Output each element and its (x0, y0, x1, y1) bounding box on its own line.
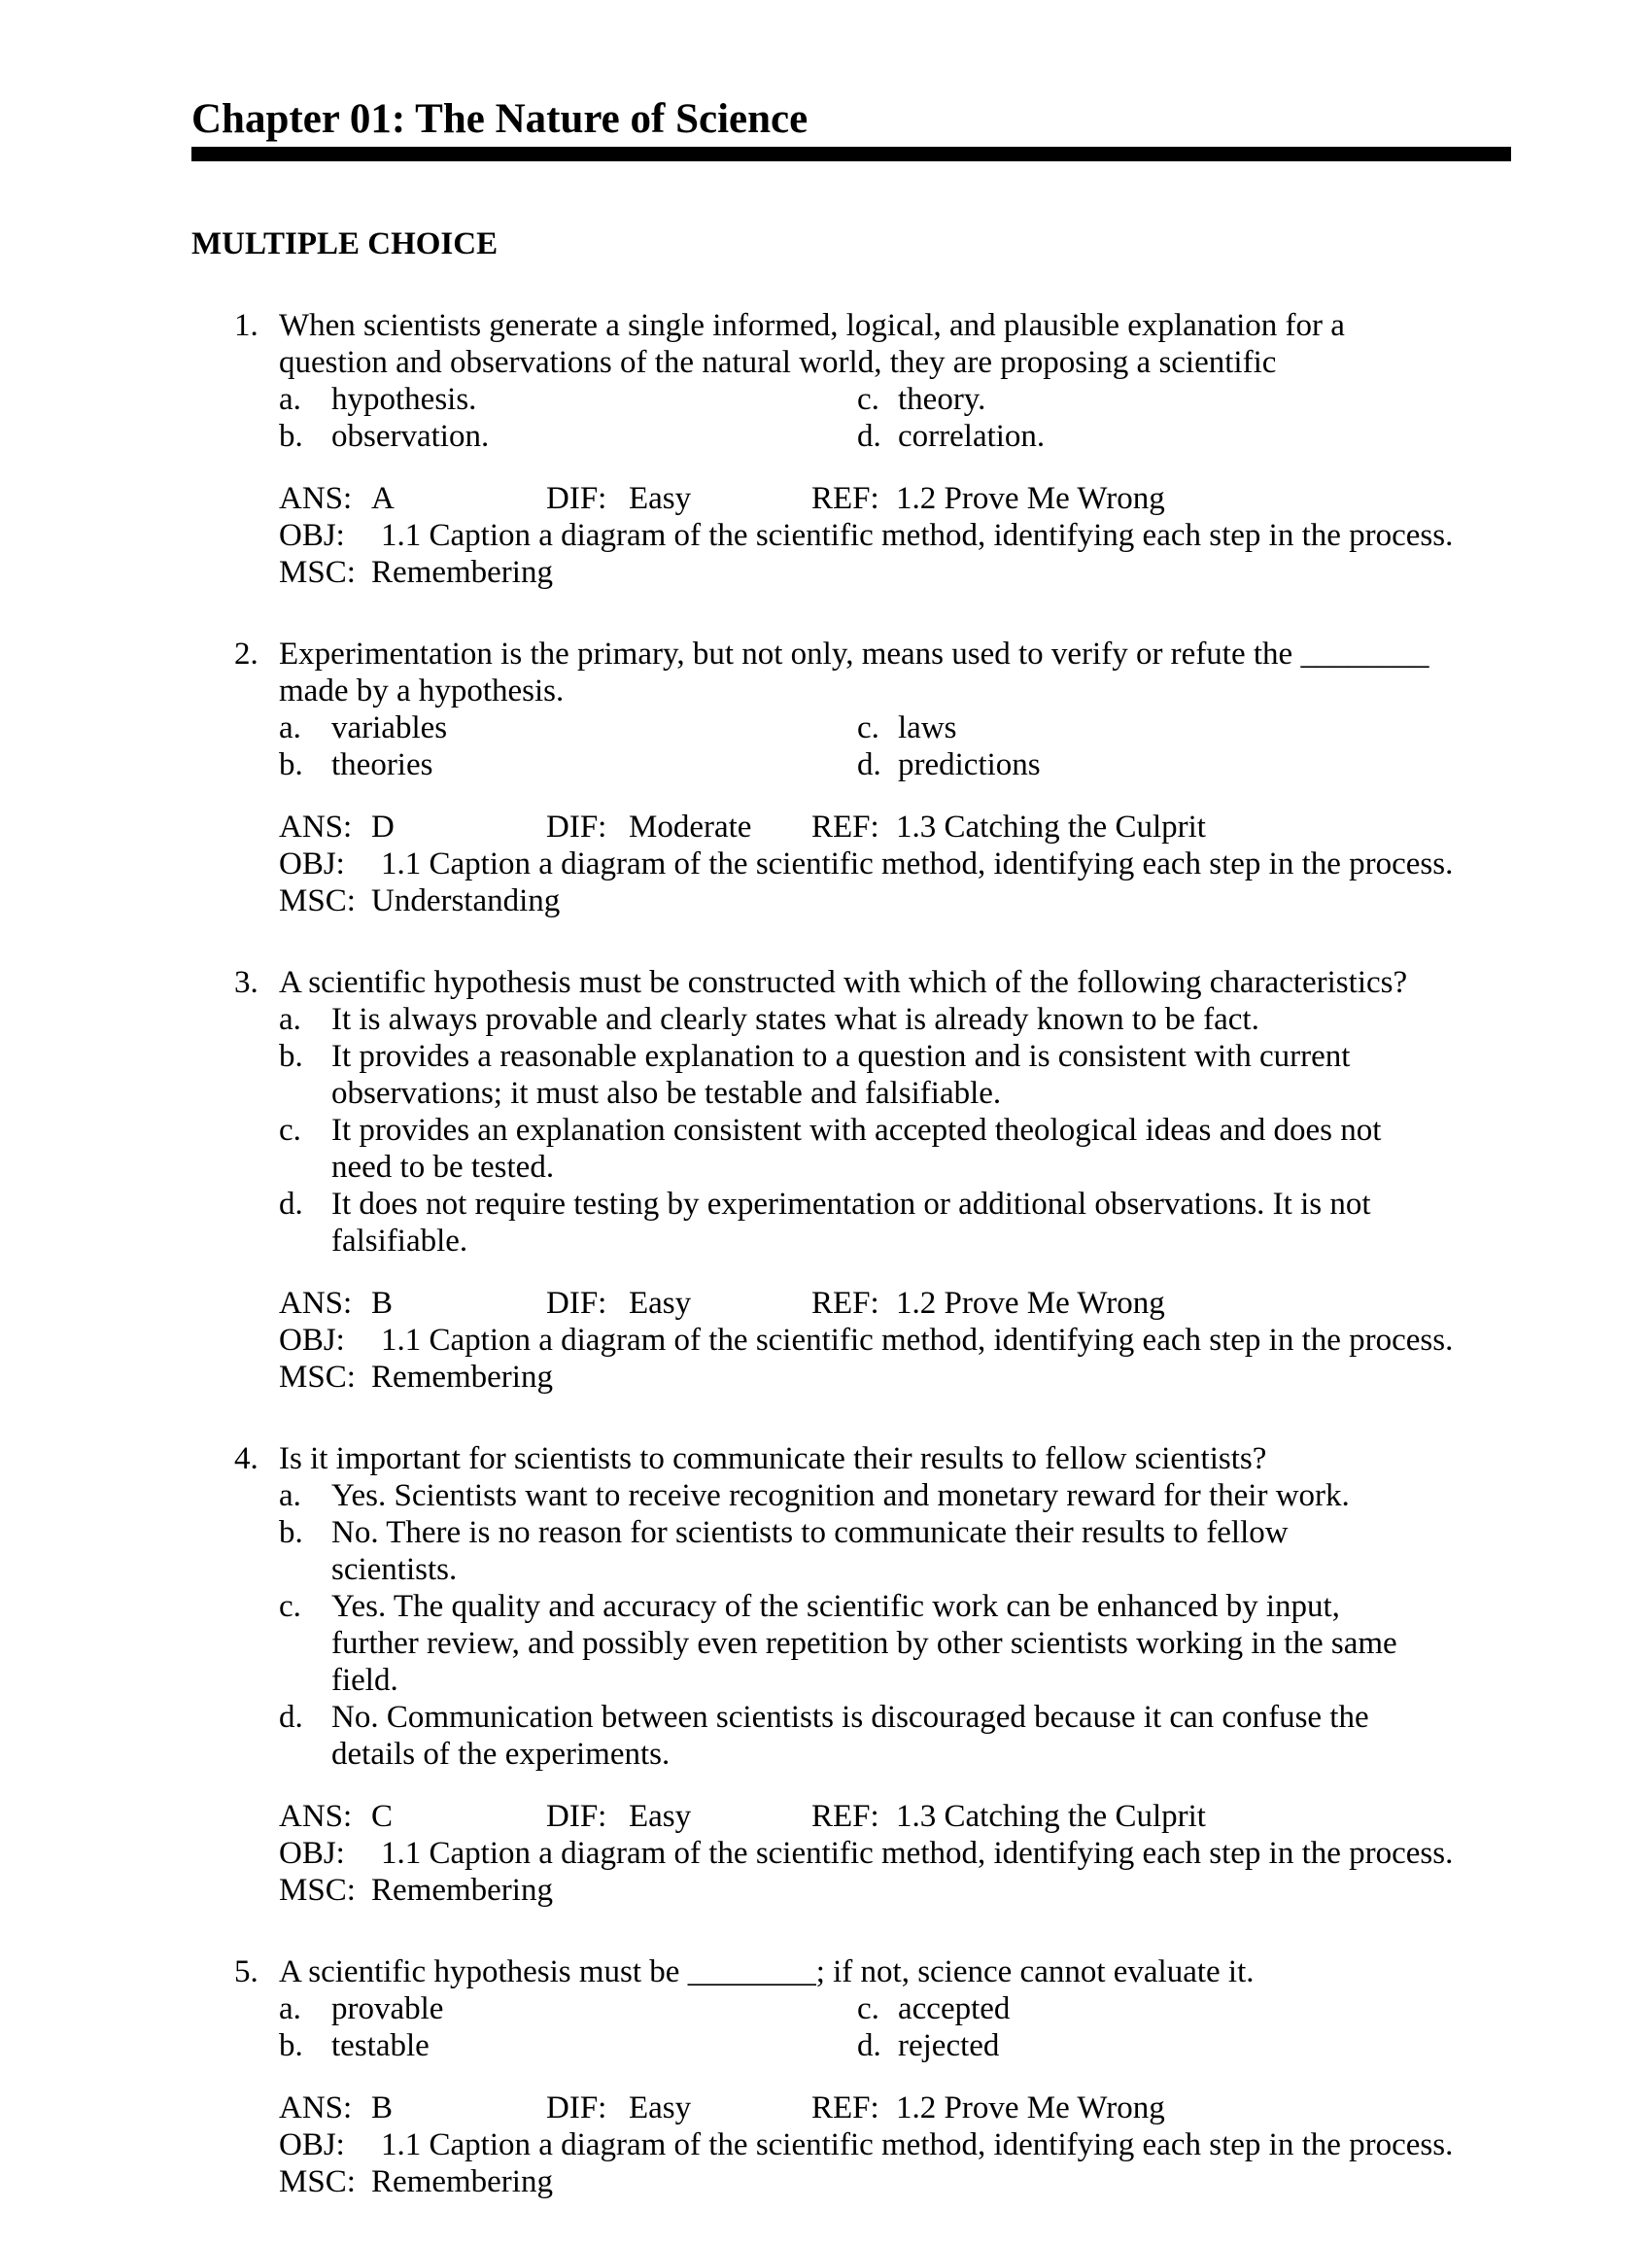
ref-label: REF: (811, 1286, 879, 1321)
question-number: 1. (234, 308, 258, 343)
obj-value: 1.1 Caption a diagram of the scientific method, identifying each step in the process. (381, 518, 1454, 553)
option-item (279, 1588, 1416, 1699)
ans-label: ANS: (279, 810, 353, 845)
title-rule (191, 147, 1511, 161)
msc-label: MSC: (279, 555, 356, 590)
option-text: provable (331, 1991, 444, 2026)
question-list (191, 307, 1513, 2200)
question-body (234, 964, 1513, 1260)
question-number: 5. (234, 1954, 258, 1989)
obj-value: 1.1 Caption a diagram of the scientific method, identifying each step in the process. (381, 846, 1454, 881)
obj-label: OBJ: (279, 1323, 345, 1358)
dif-value: Moderate (629, 810, 752, 845)
msc-line (279, 2163, 1513, 2200)
msc-line (279, 1359, 1513, 1396)
msc-value: Understanding (371, 883, 561, 918)
option-text: theories (331, 747, 433, 782)
option-letter: c. (857, 710, 879, 745)
question-text: Is it important for scientists to communicate their results to fellow scientists? (279, 1441, 1267, 1476)
answer-line (279, 1285, 1513, 1322)
option-text: It is always provable and clearly states what is already known to be fact. (331, 1002, 1259, 1037)
option-letter: d. (279, 1700, 303, 1735)
dif-value: Easy (629, 1286, 692, 1321)
option-item (279, 1112, 1416, 1186)
option-letter: d. (279, 1187, 303, 1222)
option-letter: d. (857, 2028, 881, 2063)
ref-value: 1.2 Prove Me Wrong (896, 2090, 1165, 2125)
option-item (279, 1186, 1416, 1260)
msc-label: MSC: (279, 1873, 356, 1908)
question-item (191, 307, 1513, 591)
msc-label: MSC: (279, 883, 356, 918)
obj-label: OBJ: (279, 1836, 345, 1871)
dif-label: DIF: (546, 1799, 607, 1834)
option-item (279, 1514, 1416, 1588)
option-letter: a. (279, 710, 301, 745)
option-text: It does not require testing by experimentation or additional observations. It is not falsifiable. (331, 1187, 1371, 1259)
option-letter: b. (279, 747, 303, 782)
option-letter: a. (279, 1002, 301, 1037)
ans-value: A (371, 481, 395, 516)
option-text: testable (331, 2028, 430, 2063)
option-text: hypothesis. (331, 382, 477, 417)
page-title: Chapter 01: The Nature of Science (191, 96, 809, 142)
question-text: Experimentation is the primary, but not only, means used to verify or refute the ________ made by a hypothesis. (279, 637, 1429, 708)
answer-block (279, 1798, 1513, 1909)
section-heading: MULTIPLE CHOICE (191, 226, 499, 261)
dif-label: DIF: (546, 810, 607, 845)
question-number: 2. (234, 637, 258, 672)
ans-value: B (371, 1286, 394, 1321)
ref-label: REF: (811, 1799, 879, 1834)
dif-value: Easy (629, 1799, 692, 1834)
question-text: When scientists generate a single informed, logical, and plausible explanation for a question and observations of the natural world, they are proposing a scientific (279, 308, 1345, 380)
answer-line (279, 809, 1513, 846)
ref-value: 1.2 Prove Me Wrong (896, 1286, 1165, 1321)
msc-line (279, 882, 1513, 919)
question-body (234, 1440, 1513, 1773)
ans-value: D (371, 810, 395, 845)
option-letter: a. (279, 382, 301, 417)
option-letter: a. (279, 1991, 301, 2026)
dif-value: Easy (629, 2090, 692, 2125)
option-letter: b. (279, 1039, 303, 1074)
question-item (191, 1440, 1513, 1909)
answer-block (279, 2090, 1513, 2200)
ans-label: ANS: (279, 1799, 353, 1834)
msc-label: MSC: (279, 1360, 356, 1395)
option-text: laws (898, 710, 957, 745)
msc-value: Remembering (371, 1873, 553, 1908)
option-text: Yes. The quality and accuracy of the scientific work can be enhanced by input, further review, and possibly even repetition by other scientists working in the same field. (331, 1589, 1397, 1698)
option-text: accepted (898, 1991, 1011, 2026)
answer-line (279, 1798, 1513, 1835)
dif-value: Easy (629, 481, 692, 516)
option-row (279, 418, 1513, 455)
option-letter: d. (857, 419, 881, 454)
option-letter: a. (279, 1478, 301, 1513)
option-letter: c. (857, 1991, 879, 2026)
option-text: No. There is no reason for scientists to communicate their results to fellow scientists. (331, 1515, 1289, 1587)
option-text: Yes. Scientists want to receive recognition and monetary reward for their work. (331, 1478, 1350, 1513)
option-item (279, 1038, 1416, 1112)
option-row (279, 381, 1513, 418)
ref-label: REF: (811, 481, 879, 516)
option-letter: d. (857, 747, 881, 782)
ref-value: 1.3 Catching the Culprit (896, 810, 1206, 845)
option-text: It provides an explanation consistent with accepted theological ideas and does not need to be tested. (331, 1113, 1382, 1185)
answer-block (279, 809, 1513, 919)
option-item (279, 1001, 1416, 1038)
objective-line (279, 846, 1464, 882)
msc-label: MSC: (279, 2164, 356, 2199)
dif-label: DIF: (546, 1286, 607, 1321)
ref-label: REF: (811, 810, 879, 845)
ans-value: C (371, 1799, 394, 1834)
msc-line (279, 1872, 1513, 1909)
option-letter: c. (279, 1589, 301, 1624)
msc-value: Remembering (371, 555, 553, 590)
question-text: A scientific hypothesis must be ________; if not, science cannot evaluate it. (279, 1954, 1255, 1989)
option-item (279, 1699, 1416, 1773)
answer-line (279, 2090, 1513, 2126)
question-text: A scientific hypothesis must be constructed with which of the following characteristics? (279, 965, 1408, 1000)
objective-line (279, 2126, 1464, 2163)
option-letter: b. (279, 2028, 303, 2063)
option-letter: c. (279, 1113, 301, 1148)
ref-label: REF: (811, 2090, 879, 2125)
option-row (279, 2027, 1513, 2064)
answer-line (279, 480, 1513, 517)
option-text: No. Communication between scientists is discouraged because it can confuse the details of the experiments. (331, 1700, 1369, 1772)
question-body (234, 1953, 1513, 2064)
objective-line (279, 1322, 1464, 1359)
obj-value: 1.1 Caption a diagram of the scientific method, identifying each step in the process. (381, 2127, 1454, 2162)
obj-label: OBJ: (279, 846, 345, 881)
question-body (234, 636, 1513, 783)
option-text: variables (331, 710, 448, 745)
question-body (234, 307, 1513, 455)
ref-value: 1.3 Catching the Culprit (896, 1799, 1206, 1834)
option-text: rejected (898, 2028, 1000, 2063)
option-row (279, 1990, 1513, 2027)
option-letter: c. (857, 382, 879, 417)
question-item (191, 1953, 1513, 2200)
question-item (191, 636, 1513, 919)
dif-label: DIF: (546, 481, 607, 516)
objective-line (279, 1835, 1464, 1872)
obj-label: OBJ: (279, 518, 345, 553)
ans-label: ANS: (279, 1286, 353, 1321)
ans-label: ANS: (279, 481, 353, 516)
ans-label: ANS: (279, 2090, 353, 2125)
answer-block (279, 1285, 1513, 1396)
question-number: 3. (234, 965, 258, 1000)
option-text: predictions (898, 747, 1041, 782)
option-text: observation. (331, 419, 490, 454)
objective-line (279, 517, 1464, 554)
ref-value: 1.2 Prove Me Wrong (896, 481, 1165, 516)
answer-block (279, 480, 1513, 591)
dif-label: DIF: (546, 2090, 607, 2125)
option-item (279, 1477, 1416, 1514)
question-number: 4. (234, 1441, 258, 1476)
obj-value: 1.1 Caption a diagram of the scientific method, identifying each step in the process. (381, 1836, 1454, 1871)
msc-line (279, 554, 1513, 591)
obj-label: OBJ: (279, 2127, 345, 2162)
option-row (279, 746, 1513, 783)
option-text: It provides a reasonable explanation to a question and is consistent with current observations; it must also be testable and falsifiable. (331, 1039, 1351, 1111)
ans-value: B (371, 2090, 394, 2125)
option-text: theory. (898, 382, 986, 417)
option-row (279, 709, 1513, 746)
option-text: correlation. (898, 419, 1046, 454)
option-letter: b. (279, 1515, 303, 1550)
option-letter: b. (279, 419, 303, 454)
question-item (191, 964, 1513, 1396)
msc-value: Remembering (371, 2164, 553, 2199)
msc-value: Remembering (371, 1360, 553, 1395)
obj-value: 1.1 Caption a diagram of the scientific method, identifying each step in the process. (381, 1323, 1454, 1358)
page-content (191, 97, 1513, 2245)
